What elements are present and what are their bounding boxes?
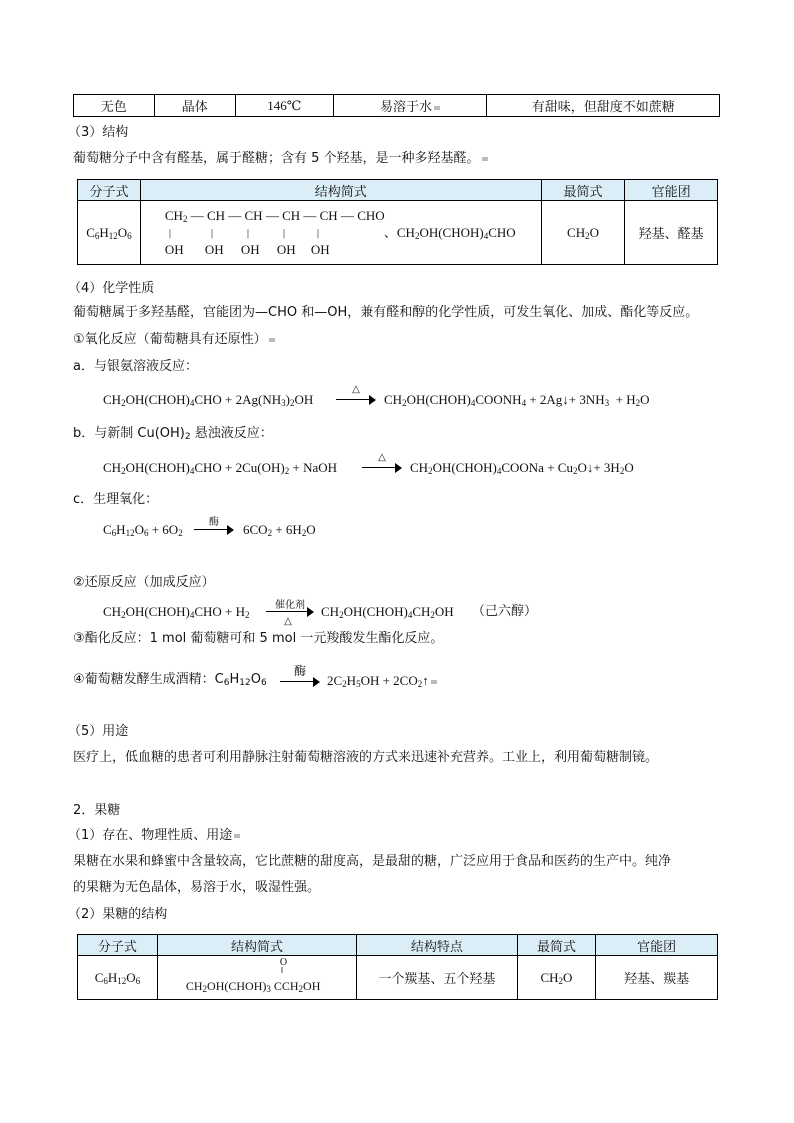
section3-text	[73, 150, 488, 168]
reaction-b-label: b．与新制 $Cu(OH)_2$ 悬浊液反应：	[73, 426, 273, 442]
edit-marker-icon	[269, 338, 275, 342]
fructose-structure-cell	[157, 956, 356, 1000]
glucose-oh-4: OH	[276, 242, 296, 257]
esterification-text: ③酯化反应：1 mol 葡萄糖可和 5 mol 一元羧酸发生酯化反应。	[73, 631, 444, 646]
fructose-header-feature: 结构特点	[357, 935, 517, 956]
reduction-title: ②还原反应（加成反应）	[73, 575, 215, 590]
glucose-oh-5: OH	[310, 242, 330, 257]
reaction-a-arrow	[336, 395, 376, 405]
reduction-note: （己六醇）	[472, 604, 538, 619]
reaction-a-label: a．与银氨溶液反应：	[73, 359, 198, 374]
fructose-paragraph-2: 的果糖为无色晶体，易溶于水，吸湿性强。	[73, 880, 321, 895]
reaction-a-right: $CH_2OH(CHOH)_4COONH_4$ + 2Ag↓+ $3NH_3 + H_2O$	[384, 392, 650, 408]
reaction-b-condition: △	[378, 452, 386, 463]
reaction-b-right: $CH_2OH(CHOH)_4COONa$ + $Cu_2O↓+ 3H_2O$	[410, 460, 634, 476]
reaction-c-arrow	[194, 525, 234, 535]
reduction-left: $CH_2OH(CHOH)_4CHO + H_2$	[103, 604, 250, 620]
fructose-sub1-text: （1）存在、物理性质、用途	[68, 828, 233, 843]
glucose-chain-bonds: |	[282, 227, 286, 239]
glucose-header-formula: 分子式	[78, 180, 141, 201]
edit-marker-icon	[482, 157, 488, 161]
glucose-empirical: $CH_2O$	[541, 201, 625, 265]
fructose-header-empirical: 最简式	[517, 935, 596, 956]
top-cell-melting-point: 146℃	[236, 95, 334, 117]
reaction-b-arrow	[362, 463, 402, 473]
glucose-header-structure: 结构简式	[140, 180, 541, 201]
fructose-carbonyl-o: O	[279, 957, 288, 968]
edit-marker-icon	[434, 106, 440, 110]
fructose-sub1	[68, 827, 240, 845]
fermentation-arrow	[280, 677, 320, 687]
section4-heading: （4）化学性质	[68, 281, 155, 296]
glucose-oh-3: OH	[240, 242, 260, 257]
top-cell-solubility-text: 易溶于水	[380, 100, 433, 115]
fermentation-condition: 酶	[293, 664, 306, 678]
section3-text-content: 葡萄糖分子中含有醛基，属于醛糖；含有 5 个羟基，是一种多羟基醛。	[73, 151, 480, 166]
top-properties-table	[73, 94, 720, 117]
fermentation-label: ④葡萄糖发酵生成酒精：$C_6H_{12}O_6$	[73, 672, 267, 688]
fructose-title: 2．果糖	[73, 803, 121, 818]
reduction-condition-top: 催化剂	[275, 600, 305, 611]
reaction-c-right: $6CO_2 + 6H_2O$	[243, 522, 316, 538]
reaction-b-left: $CH_2OH(CHOH)_4CHO + 2Cu(OH)_2$ + NaOH	[103, 460, 338, 476]
edit-marker-icon	[431, 680, 437, 684]
edit-marker-icon	[234, 834, 240, 838]
fructose-structure-table	[77, 934, 718, 1000]
oxidation-title	[73, 331, 275, 349]
fructose-empirical: $CH_2O$	[517, 956, 596, 1000]
section4-intro: 葡萄糖属于多羟基醛，官能团为—CHO 和—OH，兼有醛和醇的化学性质，可发生氧化、加成、酯化等反应。	[73, 305, 699, 320]
fructose-header-formula: 分子式	[78, 935, 158, 956]
fructose-formula: $C_6H_{12}O_6$	[78, 956, 158, 1000]
glucose-oh-1: OH	[164, 242, 184, 257]
glucose-formula: $C_6H_{12}O_6$	[78, 201, 141, 265]
fructose-header-groups: 官能团	[596, 935, 718, 956]
fructose-paragraph-1: 果糖在水果和蜂蜜中含量较高，它比蔗糖的甜度高，是最甜的糖，广泛应用于食品和医药的生产中。纯净	[73, 854, 672, 869]
oxidation-title-text: ①氧化反应（葡萄糖具有还原性）	[73, 332, 267, 347]
glucose-oh-2: OH	[204, 242, 224, 257]
glucose-chain-bonds: |	[246, 227, 250, 239]
section5-heading: （5）用途	[68, 724, 129, 739]
section3-heading: （3）结构	[68, 125, 129, 140]
glucose-chain-bonds: |	[168, 227, 172, 239]
fermentation-right: $2C_2H_5OH$ + $2CO_2↑$	[327, 673, 437, 689]
top-cell-solubility	[333, 95, 487, 117]
glucose-structure-cell	[140, 201, 541, 265]
glucose-condensed-formula: 、$CH_2OH(CHOH)_4CHO$	[383, 225, 516, 241]
glucose-structure-table	[77, 179, 718, 265]
reaction-a-condition: △	[352, 384, 360, 395]
fructose-structure-main: $CH_2OH(CHOH)_3$ $CCH_2OH$	[185, 979, 321, 994]
glucose-chain-top: $CH_2$ — CH — CH — CH — CH — CHO	[164, 208, 385, 224]
reduction-condition-bottom: △	[284, 616, 292, 627]
top-cell-color: 无色	[74, 95, 155, 117]
fructose-carbonyl-bond: ‖	[280, 966, 284, 975]
fructose-groups: 羟基、羰基	[596, 956, 718, 1000]
glucose-chain-bonds: |	[316, 227, 320, 239]
fructose-sub2: （2）果糖的结构	[68, 907, 168, 922]
glucose-header-empirical: 最简式	[541, 180, 625, 201]
section5-text: 医疗上，低血糖的患者可利用静脉注射葡萄糖溶液的方式来迅速补充营养。工业上，利用葡萄糖制镜。	[73, 750, 659, 765]
reaction-a-left: $CH_2OH(CHOH)_4CHO + 2Ag(NH_3)_2OH$	[103, 392, 314, 408]
reaction-c-condition: 酶	[209, 517, 219, 528]
fructose-header-structure: 结构简式	[157, 935, 356, 956]
glucose-chain-bonds: |	[210, 227, 214, 239]
fructose-feature: 一个羰基、五个羟基	[357, 956, 517, 1000]
reaction-c-label: c．生理氧化：	[73, 492, 159, 507]
glucose-header-groups: 官能团	[625, 180, 718, 201]
top-cell-state: 晶体	[154, 95, 236, 117]
top-cell-taste: 有甜味，但甜度不如蔗糖	[487, 95, 720, 117]
reaction-c-left: $C_6H_{12}O_6 + 6O_2$	[103, 522, 183, 538]
reduction-right: $CH_2OH(CHOH)_4CH_2OH$	[321, 604, 454, 620]
glucose-groups: 羟基、醛基	[625, 201, 718, 265]
